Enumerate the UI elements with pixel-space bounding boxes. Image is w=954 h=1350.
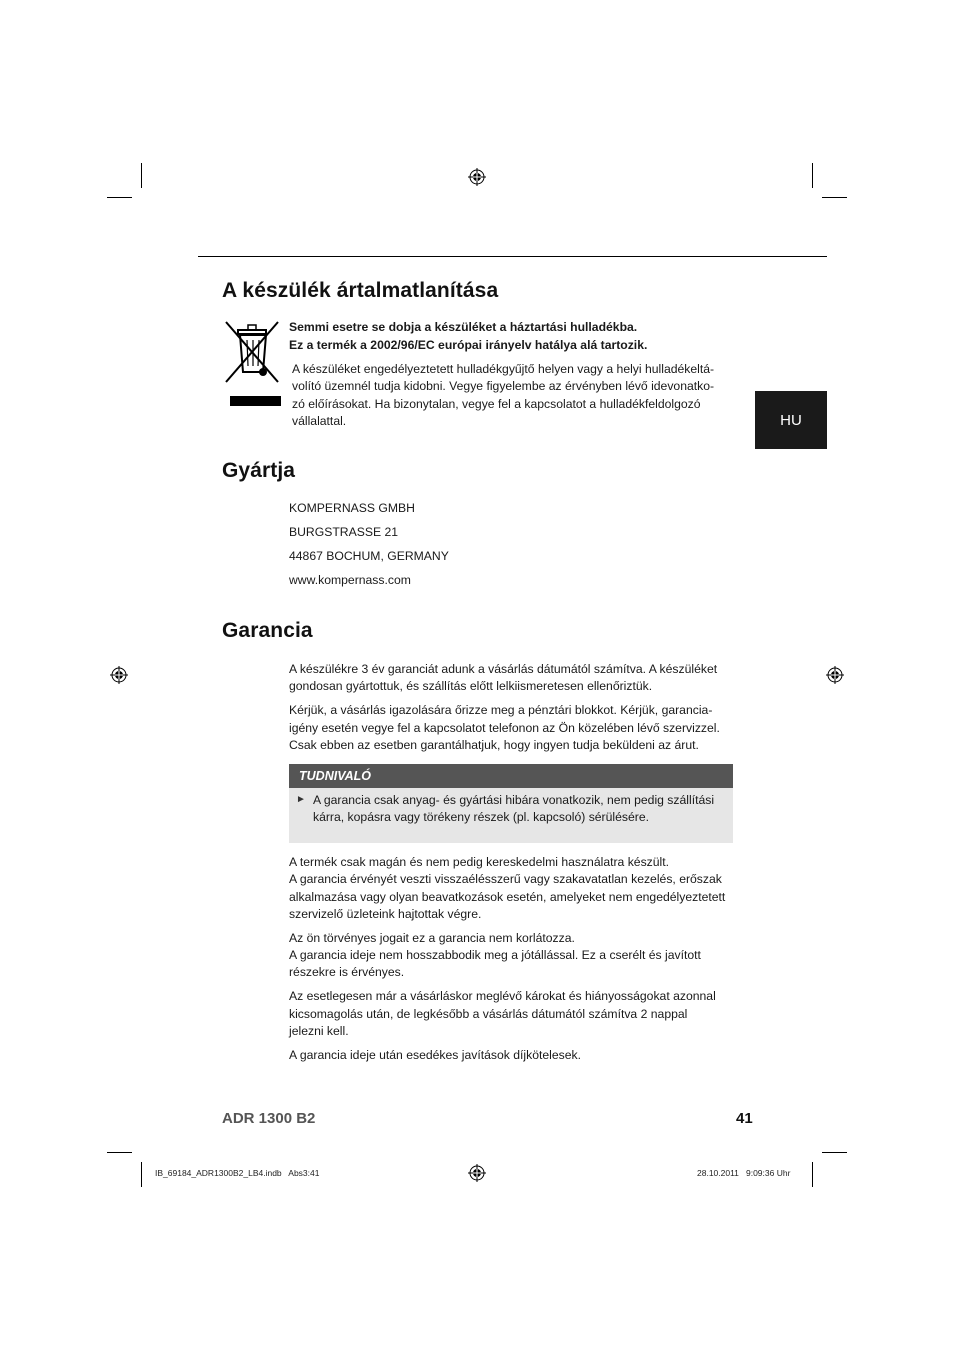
warranty-paragraph-line: szervizelő üzleteink hajtottak végre. [289, 907, 482, 921]
crop-mark [107, 197, 132, 198]
header-rule [198, 256, 827, 257]
warranty-paragraph-line: gondosan gyártottuk, és szállítás előtt lelkiismeretesen ellenőriztük. [289, 679, 653, 693]
crop-mark [107, 1152, 132, 1153]
disposal-body-line: vállalattal. [292, 414, 347, 428]
note-line: kárra, kopásra vagy törékeny részek (pl. kapcsoló) sérülésére. [313, 810, 649, 824]
warranty-paragraph-line: A készülékre 3 év garanciát adunk a vásárlás dátumától számítva. A készüléket [289, 662, 718, 676]
manufacturer-line: 44867 BOCHUM, GERMANY [289, 549, 449, 563]
disposal-body-line: volító üzemnél tudja kidobni. Vegye figyelembe az érvényben lévő idevonatko- [292, 379, 715, 393]
warranty-paragraph-line: A garancia érvényét veszti visszaélésszerű vagy szakavatatlan kezelés, erőszak [289, 872, 722, 886]
warranty-heading: Garancia [222, 619, 313, 642]
warranty-paragraph-line: A termék csak magán és nem pedig kereskedelmi használatra készült. [289, 855, 670, 869]
crop-mark [141, 163, 142, 188]
warranty-paragraph-line: A garancia ideje nem hosszabbodik meg a jótállással. Ez a cserélt és javított [289, 948, 701, 962]
note-heading: TUDNIVALÓ [289, 764, 733, 788]
registration-mark-icon [110, 666, 128, 684]
manufacturer-website-link[interactable]: www.kompernass.com [289, 573, 411, 587]
crop-mark [812, 163, 813, 188]
warranty-paragraph-line: kicsomagolás után, de legkésőbb a vásárlás dátumától számítva 2 nappal [289, 1007, 688, 1021]
warranty-paragraph-line: részekre is érvényes. [289, 965, 405, 979]
disposal-body-line: zó előírásokat. Ha bizonytalan, vegye fel a kapcsolatot a hulladékfeldolgozó [292, 397, 701, 411]
warranty-paragraph-line: Csak ebben az esetben garantálhatjuk, hogy ingyen tudja beküldeni az árut. [289, 738, 699, 752]
warranty-paragraph-line: A garancia ideje után esedékes javítások díjkötelesek. [289, 1048, 582, 1062]
warranty-paragraph-line: alkalmazása vagy olyan beavatkozások esetén, amelyeket nem engedélyeztetett [289, 890, 726, 904]
disposal-warning-line: Semmi esetre se dobja a készüléket a háztartási hulladékba. [289, 320, 638, 334]
disposal-warning-line: Ez a termék a 2002/96/EC európai irányelv hatálya alá tartozik. [289, 338, 648, 352]
crop-mark [812, 1162, 813, 1187]
note-bullet-icon: ► [296, 794, 306, 805]
page-number: 41 [736, 1110, 753, 1127]
warranty-paragraph-line: Az esetlegesen már a vásárláskor meglévő károkat és hiányosságokat azonnal [289, 989, 716, 1003]
warranty-paragraph-line: igény esetén vegye fel a kapcsolatot telefonon az Ön közelében lévő szervizzel. [289, 721, 720, 735]
print-slug-timestamp: 28.10.2011 9:09:36 Uhr [697, 1168, 791, 1178]
crop-mark [822, 197, 847, 198]
disposal-body-line: A készüléket engedélyeztetett hulladékgyűjtő helyen vagy a helyi hulladékeltá- [292, 362, 715, 376]
crop-mark [822, 1152, 847, 1153]
language-tab: HU [755, 391, 827, 449]
note-line: A garancia csak anyag- és gyártási hibára vonatkozik, nem pedig szállítási [313, 793, 715, 807]
print-slug-file: IB_69184_ADR1300B2_LB4.indb Abs3:41 [155, 1168, 320, 1178]
warranty-paragraph-line: Kérjük, a vásárlás igazolására őrizze meg a pénztári blokkot. Kérjük, garancia- [289, 703, 713, 717]
crossed-out-wheelie-bin-icon [222, 316, 282, 411]
manufacturer-heading: Gyártja [222, 459, 296, 482]
manufacturer-line: KOMPERNASS GMBH [289, 501, 415, 515]
warranty-paragraph-line: jelezni kell. [289, 1024, 349, 1038]
footer-model-name: ADR 1300 B2 [222, 1110, 316, 1127]
registration-mark-icon [468, 1164, 486, 1182]
manufacturer-line: BURGSTRASSE 21 [289, 525, 399, 539]
warranty-paragraph-line: Az ön törvényes jogait ez a garancia nem korlátozza. [289, 931, 575, 945]
registration-mark-icon [826, 666, 844, 684]
disposal-heading: A készülék ártalmatlanítása [222, 279, 499, 302]
crop-mark [141, 1162, 142, 1187]
registration-mark-icon [468, 168, 486, 186]
